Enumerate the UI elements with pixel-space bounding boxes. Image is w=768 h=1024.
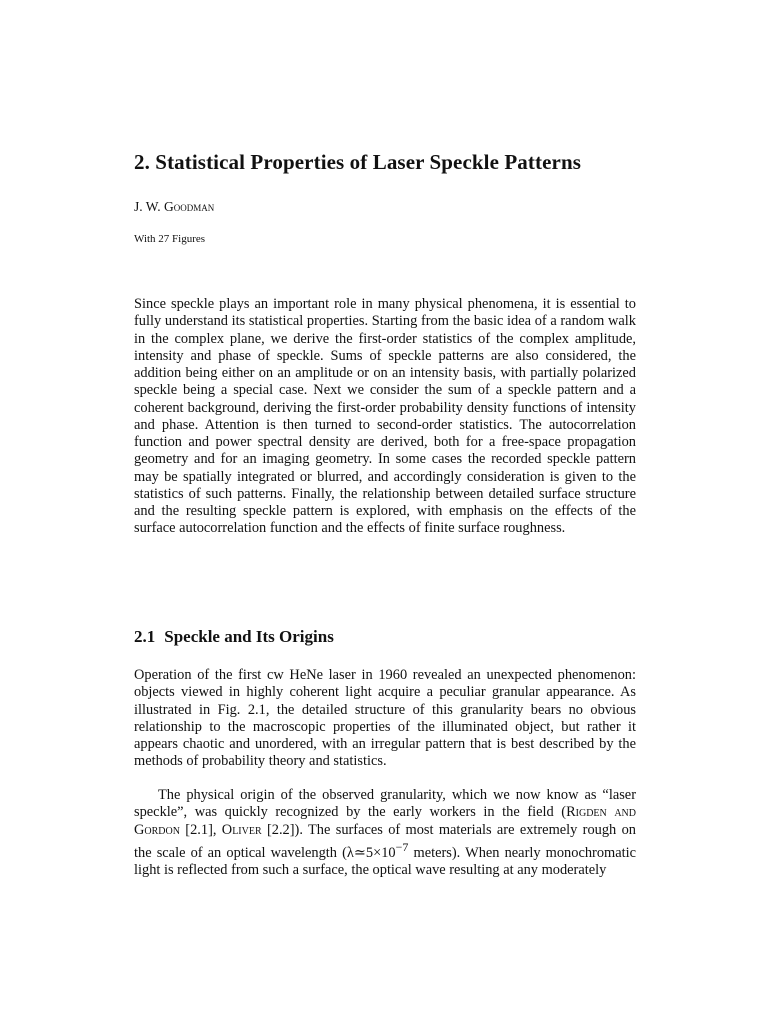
abstract: Since speckle plays an important role in many physical phenomena, it is essential to fully understand its statistical properties. Starting from the basic idea of a random walk in the complex plane, we derive the first-order statistics of the complex amplitude, intensity and phase of speckle. Sums of speckle patterns are also considered, the addition being either on an amplitude or on an intensity basis, with partially polarized speckle being a special case. Next we consider the sum of a speckle pattern and a coherent background, deriving the first-order probability density functions of intensity and phase. Attention is then turned to second-order statistics. The autocorrelation function and power spectral density are derived, both for a free-space propagation geometry and for an imaging geometry. In some cases the recorded speckle pattern may be spatially integrated or blurred, and accordingly consideration is given to the statistics of such patterns. Finally, the relationship between detailed surface structure and the resulting speckle pattern is explored, with emphasis on the effects of the surface autocorrelation function and the effects of finite surface roughness. bbox=[134, 296, 636, 537]
citation-rigden-gordon: Rigden and Gordon bbox=[134, 804, 636, 838]
paragraph-2-text-b: The surfaces of most materials are extremely rough on the scale of an optical wavelength (λ≃5×10 bbox=[134, 821, 636, 861]
citation-oliver: Oliver bbox=[221, 821, 262, 838]
author-line bbox=[134, 199, 214, 215]
figures-note: With 27 Figures bbox=[134, 233, 206, 245]
section-paragraph-2 bbox=[134, 787, 636, 879]
wavelength-exponent: −7 bbox=[395, 839, 409, 854]
citation-ref-2-1: [2.1], bbox=[179, 821, 222, 838]
section-title: Speckle and Its Origins bbox=[164, 627, 334, 646]
paragraph-2-text-c: meters). When nearly monochromatic light is reflected from such a surface, the optical wave resulting at any moderately bbox=[134, 844, 636, 878]
section-number: 2.1 bbox=[134, 627, 156, 646]
chapter-title: 2. Statistical Properties of Laser Speckle Patterns bbox=[134, 150, 581, 174]
citation-ref-2-2: [2.2]). bbox=[261, 821, 309, 838]
author-surname: Goodman bbox=[164, 199, 215, 214]
section-paragraph-1: Operation of the first cw HeNe laser in 1960 revealed an unexpected phenomenon: objects viewed in highly coherent light acquire a peculiar granular appearance. As illustrated in Fig. 2.1, the detailed structure of this granularity bears no obvious relationship to the macroscopic properties of the illuminated object, but rather it appears chaotic and unordered, with an irregular pattern that is best described by the methods of probability theory and statistics. bbox=[134, 667, 636, 770]
author-initials: J. W. bbox=[134, 199, 165, 214]
paragraph-2-text-a: The physical origin of the observed granularity, which we now know as “laser speckle”, was quickly recognized by the early workers in the field ( bbox=[134, 787, 636, 821]
section-heading bbox=[134, 627, 334, 647]
